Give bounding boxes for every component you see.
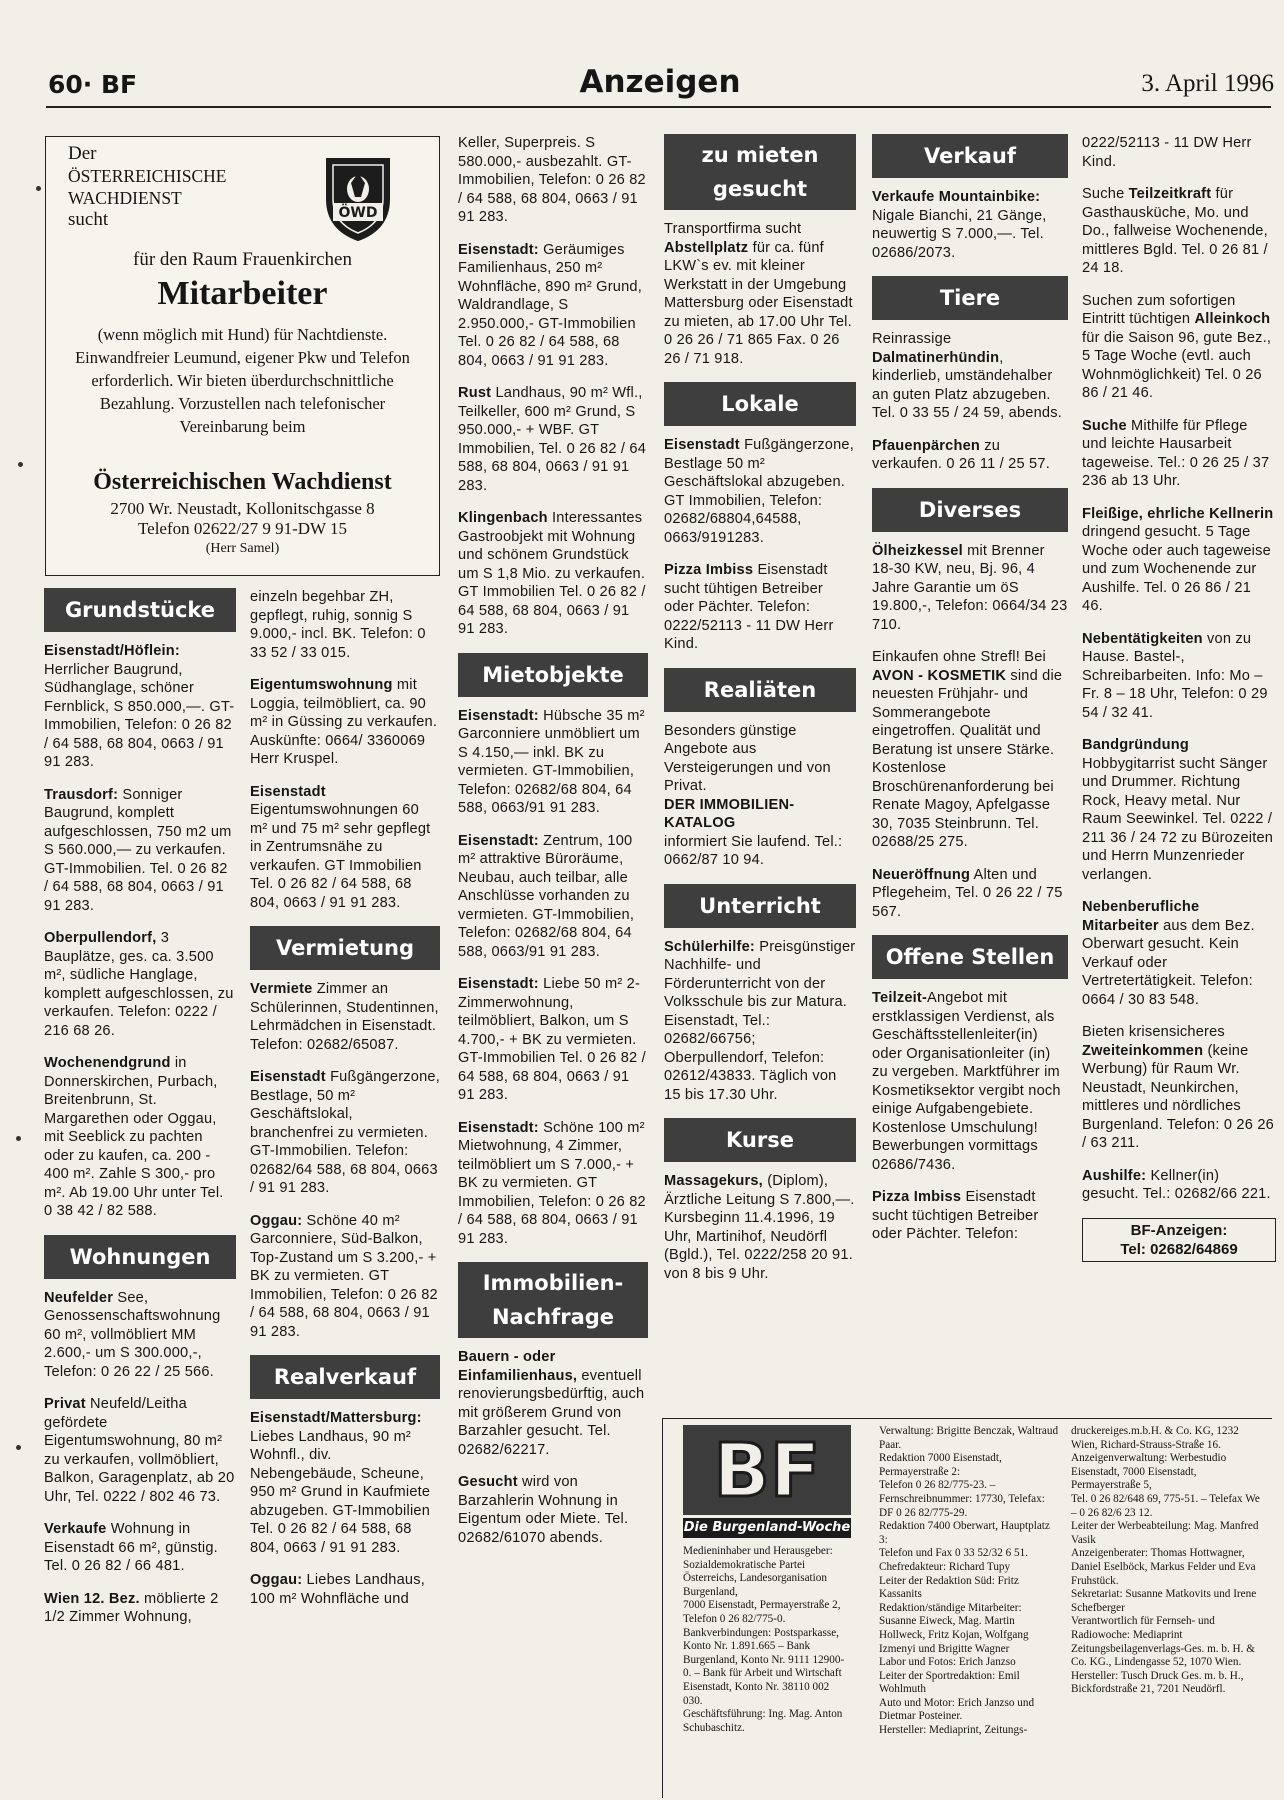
section-heading: Tiere: [872, 276, 1068, 320]
classified-ad: Suchen zum sofortigen Eintritt tüchtigen Alleinkoch für die Saison 96, gute Bez., 5 Tage Woche (evtl. auch Wohnmöglichkeit) Tel. 0 26 86 / 21 46.: [1082, 292, 1272, 401]
section-heading: Vermietung: [250, 926, 440, 970]
classified-ad: Eisenstadt: Zentrum, 100 m² attraktive Büroräume, Neubau, auch teilbar, alle Anschlüsse vorhanden zu vermieten. GT-Immobilien, Telefon: 02682/68 804, 64 588, 0663/91 91 283.: [458, 832, 635, 960]
svg-text:ÖWD: ÖWD: [338, 205, 378, 221]
imprint-advertising: druckereiges.m.b.H. & Co. KG, 1232 Wien, Richard-Strauss-Straße 16. Anzeigenverwaltung: Werbestudio Eisenstadt, 7000 Eisenstadt, Permayerstraße 5, Tel. 0 26 82/648 69, 775-51. – Telefax We – 0 26 82/6 23 12. Leiter der Werbeabteilung: Mag. Manfred Vasik Anzeigenberater: Thomas Hottwagner, Daniel Eselböck, Markus Felder und Eva Fruhstück. Sekretariat: Susanne Matkovits und Irene Schefberger Verantwortlich für Fernseh- und Radiowoche: Mediaprint Zeitungsbeilagenverlags-Ges. m. b. H. & Co. KG., Lindengasse 52, 1070 Wien. Hersteller: Tusch Druck Ges. m. b. H., Bickfordstraße 21, 7201 Neudörfl.: [1071, 1425, 1260, 1696]
section-heading: Wohnungen: [44, 1235, 236, 1279]
classified-ad: Bandgründung Hobbygitarrist sucht Sänger und Drummer. Richtung Rock, Heavy metal. Nur Raum Seewinkel. Tel. 0222 / 211 36 / 24 72 zu Bürozeiten und Herrn Munzenrieder verlangen.: [1082, 737, 1274, 883]
classified-ad: Eigentumswohnung mit Loggia, teilmöbliert, ca. 90 m² in Güssing zu verkaufen. Auskünfte: 0664/ 3360069 Herr Kruspel.: [250, 677, 438, 767]
classified-ad: Massagekurs, (Diplom), Ärztliche Leitung S 7.800,—. Kursbeginn 11.4.1996, 19 Uhr, Martinihof, Neudörfl (Bgld.), Tel. 0222/258 20 91. von 8 bis 9 Uhr.: [664, 1173, 855, 1282]
owd-address: 2700 Wr. Neustadt, Kollonitschgasse 8 Telefon 02622/27 9 91-DW 15: [110, 499, 375, 538]
classified-ad: Eisenstadt Eigentumswohnungen 60 m² und 75 m² sehr gepflegt in Zentrumsnähe zu verkaufen. GT Immobilien Tel. 0 26 82 / 64 588, 68 804, 0663 / 91 91 283.: [250, 783, 431, 911]
classified-ad: Eisenstadt Fußgängerzone, Bestlage 50 m² Geschäftslokal abzugeben. GT Immobilien, Telefon: 02682/68804,64588, 0663/9191283.: [664, 437, 854, 546]
classified-ad: Transportfirma sucht Abstellplatz für ca. fünf LKW`s ev. mit kleiner Werkstatt in der Umgebung Mattersburg oder Eisenstadt zu mieten, ab 17.00 Uhr Tel. 0 26 26 / 71 865 Fax. 0 26 26 / 71 918.: [664, 221, 853, 367]
classified-ad: Privat Neufeld/Leitha gefördete Eigentumswohnung, 80 m² zu verkaufen, vollmöbliert, Balkon, Garagenplatz, ab 20 Uhr, Tel. 0222 / 802 46 73.: [44, 1396, 235, 1505]
page-number: 60· BF: [48, 70, 138, 99]
owd-job-title: Mitarbeiter: [157, 275, 328, 312]
owd-shield-logo: [323, 155, 393, 248]
classified-ad: Keller, Superpreis. S 580.000,- ausbezahlt. GT-Immobilien, Telefon: 0 26 82 / 64 588, 68 804, 0663 / 91 91 283.: [458, 135, 646, 225]
classified-ad: Eisenstadt: Geräumiges Familienhaus, 250 m² Wohnfläche, 890 m² Grund, Waldrandlage, S 2.950.000,- GT-Immobilien Tel. 0 26 82 / 64 588, 68 804, 0663 / 91 91 283.: [458, 241, 643, 369]
classified-ad: Eisenstadt: Liebe 50 m² 2-Zimmerwohnung, teilmöbliert, Balkon, um S 4.700,- + BK zu vermieten. GT-Immobilien Tel. 0 26 82 / 64 588, 68 804, 0663 / 91 91 283.: [458, 976, 646, 1103]
margin-mark: [16, 1136, 21, 1141]
classified-ad: Oggau: Liebes Landhaus, 100 m² Wohnfläche und: [250, 1572, 425, 1607]
classified-ad: Bieten krisensicheres Zweiteinkommen (keine Werbung) für Raum Wr. Neustadt, Neunkirchen, mittleres und nördliches Burgenland. Telefon: 0 26 26 / 63 211.: [1082, 1024, 1274, 1151]
page-section-title: Anzeigen: [579, 64, 741, 100]
classified-ad: Ölheizkessel mit Brenner 18-30 KW, neu, Bj. 96, 4 Jahre Garantie um öS 19.800,-, Telefon: 0664/34 23 710.: [872, 542, 1068, 633]
section-heading: Unterricht: [664, 884, 856, 928]
classified-ad: Eisenstadt Fußgängerzone, Bestlage, 50 m² Geschäftslokal, branchenfrei zu vermieten. GT-Immobilien. Telefon: 02682/64 588, 68 804, 0663 / 91 91 283.: [250, 1069, 440, 1196]
section-heading: Verkauf: [872, 134, 1068, 178]
classified-ad: 0222/52113 - 11 DW Herr Kind.: [1082, 135, 1252, 170]
section-heading: Immobilien-Nachfrage: [458, 1262, 648, 1338]
classified-ad: Fleißige, ehrliche Kellnerin dringend gesucht. 5 Tage Woche oder auch tageweise und zum Wochenende zur Aushilfe. Tel. 0 26 86 / 21 46.: [1082, 505, 1274, 614]
bf-logo-subtitle: Die Burgenland-Woche: [683, 1518, 851, 1538]
classified-ad: Teilzeit-Angebot mit erstklassigen Verdienst, als Geschäftsstellenleiter(in) oder Organisationleiter (in) zu vergeben. Marktführer im Kosmetiksektor vergibt noch einige Aufgabengebiete. Kostenlose Umschulung! Bewerbungen vormittags 02686/7436.: [872, 990, 1061, 1173]
svg-text:BF: BF: [713, 1430, 821, 1510]
bf-logo: [683, 1425, 851, 1538]
section-heading: Grundstücke: [44, 588, 236, 632]
classified-ad: Einkaufen ohne Strefl! Bei AVON - KOSMETIK sind die neuesten Frühjahr- und Sommerangebote eingetroffen. Qualität und Beratung ist unsere Stärke. Kostenlose Broschürenanforderung bei Renate Magoy, Apfelgasse 30, 7035 Steinbrunn. Tel. 02688/25 275.: [872, 649, 1063, 850]
classified-ad: Vermiete Zimmer an Schülerinnen, Studentinnen, Lehrmädchen in Eisenstadt. Telefon: 02682/65087.: [250, 981, 439, 1053]
classified-ad: Suche Teilzeitkraft für Gasthausküche, Mo. und Do., fallweise Wochenende, mittleres Bgld. Tel. 0 26 81 / 24 18.: [1082, 186, 1268, 276]
section-heading: zu mieten gesucht: [664, 134, 856, 210]
classified-ad: Besonders günstige Angebote aus Versteigerungen und von Privat. DER IMMOBILIEN-KATALOG informiert Sie laufend. Tel.: 0662/87 10 94.: [664, 722, 843, 868]
section-heading: Lokale: [664, 382, 856, 426]
owd-contact-person: (Herr Samel): [205, 541, 280, 556]
column-6: [1082, 134, 1276, 1404]
classified-ad: Oggau: Schöne 40 m² Garconniere, Süd-Balkon, Top-Zustand um S 3.200,- + BK zu vermieten. GT Immobilien, Telefon: 0 26 82 / 64 588, 68 804, 0663 / 91 91 283.: [250, 1212, 438, 1340]
classified-ad: Schülerhilfe: Preisgünstiger Nachhilfe- und Förderunterricht von der Volksschule bis zur Matura. Eisenstadt, Tel.: 02682/66756; Oberpullendorf, Telefon: 02612/43833. Täglich von 15 bis 17.30 Uhr.: [664, 938, 856, 1103]
classified-ad: Aushilfe: Kellner(in) gesucht. Tel.: 02682/66 221.: [1082, 1167, 1271, 1202]
section-heading: Diverses: [872, 488, 1068, 532]
imprint-box: [662, 1418, 1272, 1798]
column-3: [458, 134, 648, 1654]
classified-ad: Pfauenpärchen zu verkaufen. 0 26 11 / 25 57.: [872, 437, 1050, 472]
owd-company: Österreichischen Wachdienst: [93, 469, 392, 495]
classified-ad: Nebentätigkeiten von zu Hause. Bastel-, Schreibarbeiten. Info: Mo – Fr. 8 – 18 Uhr, Telefon: 0 29 54 / 32 41.: [1082, 630, 1268, 721]
header-rule: [46, 106, 1271, 108]
classified-ad: Eisenstadt/Höflein: Herrlicher Baugrund, Südhanglage, schöner Fernblick, S 850.000,—. GT-Immobilien, Telefon: 0 26 82 / 64 588, 68 804, 0663 / 91 91 283.: [44, 643, 235, 770]
classified-ad: Eisenstadt: Hübsche 35 m² Garconniere unmöbliert um S 4.150,— inkl. BK zu vermieten. GT-Immobilien, Telefon: 02682/68 804, 64 588, 0663/91 91 283.: [458, 707, 645, 816]
classified-ad: Wien 12. Bez. möblierte 2 1/2 Zimmer Wohnung,: [44, 1590, 219, 1625]
bf-logo-mark: [683, 1425, 851, 1515]
classified-ad: Bauern - oder Einfamilienhaus, eventuell renovierungsbedürftig, auch mit größerem Grund von Barzahler gesucht. Tel. 02682/62217.: [458, 1349, 645, 1458]
owd-display-ad: [45, 136, 440, 576]
classified-ad: Verkaufe Mountainbike: Nigale Bianchi, 21 Gänge, neuwertig S 7.000,—. Tel. 02686/2073.: [872, 189, 1047, 261]
section-heading: Offene Stellen: [872, 935, 1068, 979]
classified-ad: Pizza Imbiss Eisenstadt sucht tüchtigen Betreiber oder Pächter. Telefon:: [872, 1189, 1039, 1242]
margin-mark: [16, 1445, 21, 1450]
classified-ad: Trausdorf: Sonniger Baugrund, komplett aufgeschlossen, 750 m2 um S 560.000,— zu verkaufen. GT-Immobilien. Tel. 0 26 82 / 64 588, 68 804, 0663 / 91 91 283.: [44, 786, 232, 914]
classified-ad: Neueröffnung Alten und Pflegeheim, Tel. 0 26 22 / 75 567.: [872, 866, 1063, 920]
classified-ad: Klingenbach Interessantes Gastroobjekt mit Wohnung und schönem Grundstück um S 1,8 Mio. zu verkaufen. GT Immobilien Tel. 0 26 82 / 64 588, 68 804, 0663 / 91 91 283.: [458, 510, 646, 637]
owd-heading: Der ÖSTERREICHISCHE WACHDIENST sucht: [68, 143, 227, 230]
margin-mark: [36, 186, 41, 191]
classified-ad: Eisenstadt/Mattersburg: Liebes Landhaus, 90 m² Wohnfl., div. Nebengebäude, Scheune, 950 m² Grund in Kaufmiete abzugeben. GT-Immobilien Tel. 0 26 82 / 64 588, 68 804, 0663 / 91 91 283.: [250, 1410, 431, 1556]
classified-ad: Suche Mithilfe für Pflege und leichte Hausarbeit tageweise. Tel.: 0 26 25 / 37 236 ab 13 Uhr.: [1082, 417, 1270, 489]
classified-ad: Eisenstadt: Schöne 100 m² Mietwohnung, 4 Zimmer, teilmöbliert um S 7.000,- + BK zu vermieten. GT Immobilien, Telefon: 0 26 82 / 64 588, 68 804, 0663 / 91 91 283.: [458, 1119, 646, 1247]
classified-ad: Reinrassige Dalmatinerhündin, kinderlieb, umständehalber an guten Platz abzugeben. Tel. 0 33 55 / 24 59, abends.: [872, 331, 1062, 421]
column-2: [250, 588, 440, 1788]
imprint-editorial: Verwaltung: Brigitte Benczak, Waltraud Paar. Redaktion 7000 Eisenstadt, Permayerstraße 2: Telefon 0 26 82/775-23. – Fernschreibnummer: 17730, Telefax: DF 0 26 82/775-29. Redaktion 7400 Oberwart, Hauptplatz 3: Telefon und Fax 0 33 52/32 6 51. Chefredakteur: Richard Tupy Leiter der Redaktion Süd: Fritz Kassanits Redaktion/ständige Mitarbeiter: Susanne Eiweck, Mag. Martin Hollweck, Fritz Kojan, Wolfgang Izmenyi und Brigitte Wagner Labor und Fotos: Erich Janzso Leiter der Sportredaktion: Emil Wohlmuth Auto und Motor: Erich Janzso und Dietmar Posteiner. Hersteller: Mediaprint, Zeitungs-: [879, 1425, 1059, 1737]
section-heading: Realverkauf: [250, 1355, 440, 1399]
issue-date: 3. April 1996: [1141, 70, 1274, 97]
section-heading: Mietobjekte: [458, 653, 648, 697]
classified-ad: Pizza Imbiss Eisenstadt sucht tühtigen Betreiber oder Pächter. Telefon: 0222/52113 - 11 DW Herr Kind.: [664, 562, 834, 652]
owd-region: für den Raum Frauenkirchen: [133, 249, 352, 270]
classified-ad: Gesucht wird von Barzahlerin Wohnung in Eigentum oder Miete. Tel. 02682/61070 abends.: [458, 1474, 629, 1546]
classified-ad: Neufelder See, Genossenschaftswohnung 60 m², vollmöbliert MM 2.600,- um S 300.000,-, Telefon: 0 26 22 / 25 566.: [44, 1289, 221, 1380]
owd-description: (wenn möglich mit Hund) für Nachtdienste. Einwandfreier Leumund, eigener Pkw und Telefon erforderlich. Wir bieten überdurchschnittliche Bezahlung. Vorzustellen nach telefonischer Vereinbarung beim: [75, 325, 410, 436]
classified-ad: Verkaufe Wohnung in Eisenstadt 66 m², günstig. Tel. 0 26 82 / 66 481.: [44, 1521, 218, 1574]
classified-ad: Nebenberufliche Mitarbeiter aus dem Bez. Oberwart gesucht. Kein Verkauf oder Vertretertätigkeit. Telefon: 0664 / 30 83 548.: [1082, 899, 1255, 1008]
classified-ad: Oberpullendorf, 3 Bauplätze, ges. ca. 3.500 m², südliche Hanglage, komplett aufgeschlossen, zu verkaufen. Telefon: 0222 / 216 68 26.: [44, 930, 234, 1039]
classified-ad: Rust Landhaus, 90 m² Wfl., Teilkeller, 600 m² Grund, S 950.000,- + WBF. GT Immobilien, Tel. 0 26 82 / 64 588, 68 804, 0663 / 91 91 283.: [458, 385, 647, 494]
column-5: [872, 134, 1068, 1384]
margin-mark: [18, 462, 23, 467]
section-heading: Realiäten: [664, 668, 856, 712]
section-heading: Kurse: [664, 1118, 856, 1162]
column-1: [44, 588, 236, 1788]
classified-ad: einzeln begehbar ZH, gepflegt, ruhig, sonnig S 9.000,- incl. BK. Telefon: 0 33 52 / 33 015.: [250, 589, 426, 661]
bf-ads-contact-box: BF-Anzeigen: Tel: 02682/64869: [1082, 1218, 1276, 1262]
imprint-publisher: Medieninhaber und Herausgeber: Sozialdemokratische Partei Österreichs, Landesorganisation Burgenland, 7000 Eisenstadt, Permayerstraße 2, Telefon 0 26 82/775-0. Bankverbindungen: Postsparkasse, Konto Nr. 1.891.665 – Bank Burgenland, Konto Nr. 9111 12900-0. – Bank für Arbeit und Wirtschaft Eisenstadt, Konto Nr. 38110 002 030. Geschäftsführung: Ing. Mag. Anton Schubaschitz.: [683, 1545, 845, 1734]
classified-ad: Wochenendgrund in Donnerskirchen, Purbach, Breitenbrunn, St. Margarethen oder Oggau, mit Seeblick zu pachten oder zu kaufen, ca. 200 - 400 m². Zahle S 300,- pro m². Ab 19.00 Uhr unter Tel. 0 38 42 / 82 588.: [44, 1055, 224, 1219]
column-4: [664, 134, 856, 1384]
